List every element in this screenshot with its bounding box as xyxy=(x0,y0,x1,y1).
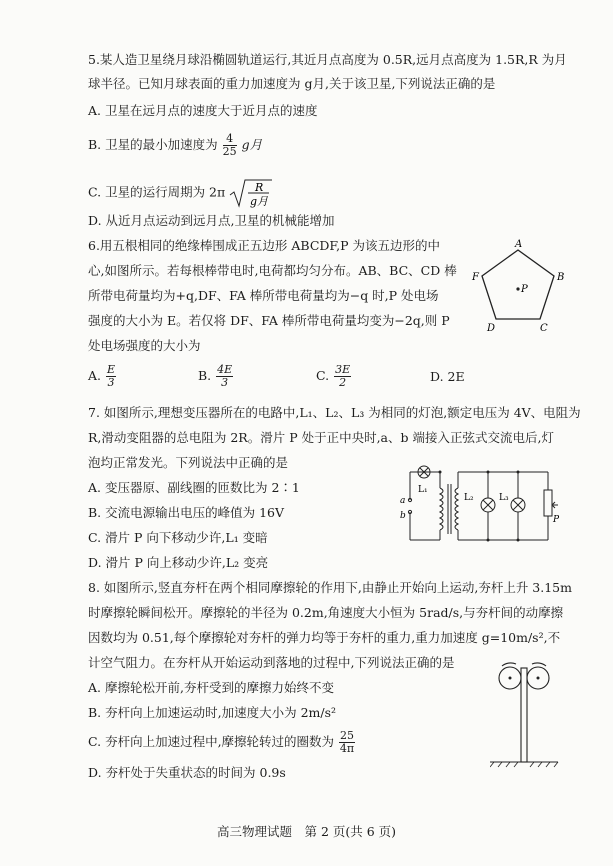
q5-option-b xyxy=(88,133,262,158)
q6-option-d: D. 2E xyxy=(430,369,465,384)
q5-option-b-numerator: 4 xyxy=(223,133,237,146)
q6-option-b xyxy=(198,364,234,389)
pentagon-label-a: A xyxy=(515,239,523,250)
q8-stem-line-2: 时摩擦轮瞬间松开。摩擦轮的半径为 0.2m,角速度大小恒为 5rad/s,与夯杆间的动摩擦 xyxy=(88,605,564,620)
q7-option-b: B. 交流电源输出电压的峰值为 16V xyxy=(88,505,285,520)
q6-stem-line-3: 所带电荷量均为+q,DF、FA 棒所带电荷量均为−q 时,P 处电场 xyxy=(88,288,439,303)
q6-option-c-fraction xyxy=(334,364,351,389)
q8-option-d: D. 夯杆处于失重状态的时间为 0.9s xyxy=(88,765,286,780)
q5-option-b-fraction xyxy=(223,133,237,158)
q5-option-c-text: C. 卫星的运行周期为 2π xyxy=(88,184,226,200)
sqrt-sign-icon xyxy=(229,178,273,208)
pentagon-label-d: D xyxy=(487,323,496,334)
circuit-label-a: a xyxy=(400,496,406,506)
q5-option-b-denominator: 25 xyxy=(222,145,237,158)
q6-option-a-numerator: E xyxy=(107,363,116,376)
q6-option-a xyxy=(88,364,117,389)
q6-option-c xyxy=(316,364,352,389)
q5-option-a: A. 卫星在远月点的速度大于近月点的速度 xyxy=(88,103,318,118)
transformer-circuit-figure xyxy=(398,460,560,552)
page-footer: 高三物理试题 第 2 页(共 6 页) xyxy=(216,824,397,839)
q6-option-b-denominator: 3 xyxy=(221,376,229,389)
pentagon-label-b: B xyxy=(557,272,565,283)
pentagon-label-p: P xyxy=(521,284,528,295)
q6-stem-line-1: 6.用五根相同的绝缘棒围成正五边形 ABCDF,P 为该五边形的中 xyxy=(88,238,441,253)
q7-option-d: D. 滑片 P 向上移动少许,L₂ 变亮 xyxy=(88,555,269,570)
q7-stem-line-2: R,滑动变阻器的总电阻为 2R。滑片 P 处于正中央时,a、b 端接入正弦式交流电后,灯 xyxy=(88,430,554,445)
q6-option-a-denominator: 3 xyxy=(107,376,115,389)
pentagon-label-f: F xyxy=(472,272,479,283)
pentagon-figure xyxy=(470,238,570,338)
q6-option-b-fraction xyxy=(216,364,233,389)
q6-option-b-label: B. xyxy=(198,368,212,383)
q6-option-c-label: C. xyxy=(316,368,330,383)
q6-stem-line-4: 强度的大小为 E。若仅将 DF、FA 棒所带电荷量均变为−2q,则 P xyxy=(88,313,450,328)
circuit-label-l3: L₃ xyxy=(499,493,509,503)
q5-option-b-text: B. 卫星的最小加速度为 xyxy=(88,137,218,152)
q7-option-a: A. 变压器原、副线圈的匝数比为 2∶1 xyxy=(88,480,300,495)
q5-option-d: D. 从近月点运动到远月点,卫星的机械能增加 xyxy=(88,213,335,228)
q5-option-c-numerator: R xyxy=(255,181,264,194)
q5-option-c-denominator: g月 xyxy=(250,195,269,208)
q8-stem-line-4: 计空气阻力。在夯杆从开始运动到落地的过程中,下列说法正确的是 xyxy=(88,655,455,670)
q5-stem-line-1: 5.某人造卫星绕月球沿椭圆轨道运行,其近月点高度为 0.5R,远月点高度为 1.5R,R 为月 xyxy=(88,52,567,67)
q6-stem-line-5: 处电场强度的大小为 xyxy=(88,338,201,353)
q8-option-c xyxy=(88,730,356,755)
q8-option-c-text: C. 夯杆向上加速过程中,摩擦轮转过的圈数为 xyxy=(88,734,335,749)
q5-option-b-unit: g月 xyxy=(241,137,263,152)
q8-option-a: A. 摩擦轮松开前,夯杆受到的摩擦力始终不变 xyxy=(88,680,334,695)
q5-option-c-sqrt xyxy=(229,178,273,208)
circuit-label-l1: L₁ xyxy=(418,485,428,495)
q8-option-c-fraction xyxy=(339,730,355,755)
q6-option-b-numerator: 4E xyxy=(217,363,233,376)
q7-option-c: C. 滑片 P 向下移动少许,L₁ 变暗 xyxy=(88,530,268,545)
q7-stem-line-1: 7. 如图所示,理想变压器所在的电路中,L₁、L₂、L₃ 为相同的灯泡,额定电压为 4V、电阻为 xyxy=(88,405,581,420)
q6-stem-line-2: 心,如图所示。若每根棒带电时,电荷都均匀分布。AB、BC、CD 棒 xyxy=(88,263,457,278)
q5-stem-line-2: 球半径。已知月球表面的重力加速度为 g月,关于该卫星,下列说法正确的是 xyxy=(88,76,496,91)
q8-stem-line-1: 8. 如图所示,竖直夯杆在两个相同摩擦轮的作用下,由静止开始向上运动,夯杆上升 3.15m xyxy=(88,580,572,595)
q6-option-c-denominator: 2 xyxy=(339,376,347,389)
circuit-label-b: b xyxy=(400,511,406,521)
q7-stem-line-3: 泡均正常发光。下列说法中正确的是 xyxy=(88,455,289,470)
q8-option-c-denominator: 4π xyxy=(339,742,355,755)
q6-option-c-numerator: 3E xyxy=(335,363,351,376)
q6-option-a-fraction xyxy=(106,364,116,389)
q5-option-c xyxy=(88,178,273,208)
q8-stem-line-3: 因数均为 0.51,每个摩擦轮对夯杆的弹力均等于夯杆的重力,重力加速度 g=10m/s²,不 xyxy=(88,630,561,645)
q6-option-a-label: A. xyxy=(88,368,102,383)
q8-option-c-numerator: 25 xyxy=(340,729,355,742)
pentagon-label-c: C xyxy=(540,323,548,334)
circuit-label-l2: L₂ xyxy=(464,493,474,503)
q8-option-b: B. 夯杆向上加速运动时,加速度大小为 2m/s² xyxy=(88,705,337,720)
rammer-friction-wheel-figure xyxy=(490,660,560,770)
circuit-label-p: P xyxy=(553,515,560,525)
